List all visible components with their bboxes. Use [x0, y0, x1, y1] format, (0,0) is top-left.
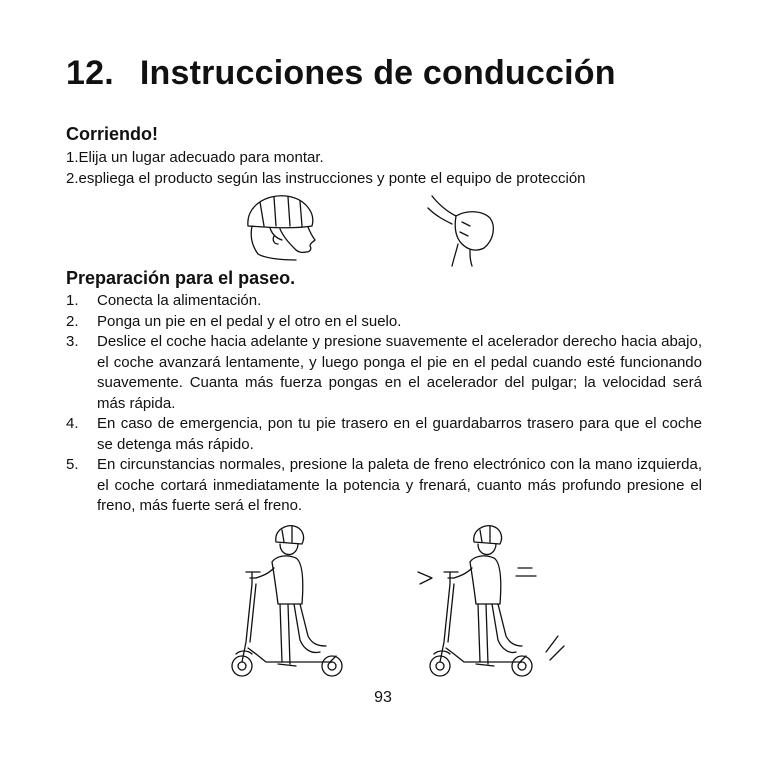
- helmet-illustration: [240, 192, 320, 264]
- page-title: [66, 54, 616, 93]
- running-line-2: 2.espliega el producto según las instrucciones y ponte el equipo de protección: [66, 170, 586, 187]
- step-number: 1.: [66, 292, 79, 309]
- page-number: 93: [374, 689, 392, 706]
- step-text: Deslice el coche hacia adelante y presione suavemente el acelerador derecho hacia abajo, el coche avanzará lentamente, y luego ponga el pie en el pedal cuando esté funcionando suavemente. Cuanta más fuerza pongas en el acelerador del pulgar; la velocidad será más rápida.: [97, 333, 702, 412]
- step-number: 3.: [66, 333, 79, 350]
- step-number: 2.: [66, 312, 79, 330]
- running-line-1: 1.Elija un lugar adecuado para montar.: [66, 149, 324, 166]
- step-item: [66, 332, 702, 414]
- section-number: 12.: [66, 54, 114, 92]
- step-item: [66, 291, 702, 312]
- preparation-steps: [66, 291, 702, 517]
- section-title: Instrucciones de conducción: [139, 54, 616, 92]
- step-text: En caso de emergencia, pon tu pie trasero en el guardabarros trasero para que el coche se detenga más rápido.: [97, 415, 702, 453]
- step-number: 4.: [66, 415, 79, 432]
- scooter-rider-brake-illustration: [412, 522, 582, 682]
- running-heading: Corriendo!: [66, 124, 158, 144]
- step-item: [66, 414, 702, 455]
- step-number: 5.: [66, 456, 79, 473]
- step-text: Conecta la alimentación.: [97, 292, 262, 309]
- step-item: [66, 455, 702, 517]
- step-text: Ponga un pie en el pedal y el otro en el suelo.: [97, 312, 402, 330]
- preparation-heading: Preparación para el paseo.: [66, 268, 296, 288]
- scooter-rider-start-illustration: [226, 522, 356, 682]
- step-text: En circunstancias normales, presione la paleta de freno electrónico con la mano izquierda, el coche cortará inmediatamente la potencia y frenará, cuanto más profundo presione el freno, más fuerte será el freno.: [97, 456, 702, 514]
- knee-pad-illustration: [426, 192, 498, 268]
- step-item: [66, 312, 702, 333]
